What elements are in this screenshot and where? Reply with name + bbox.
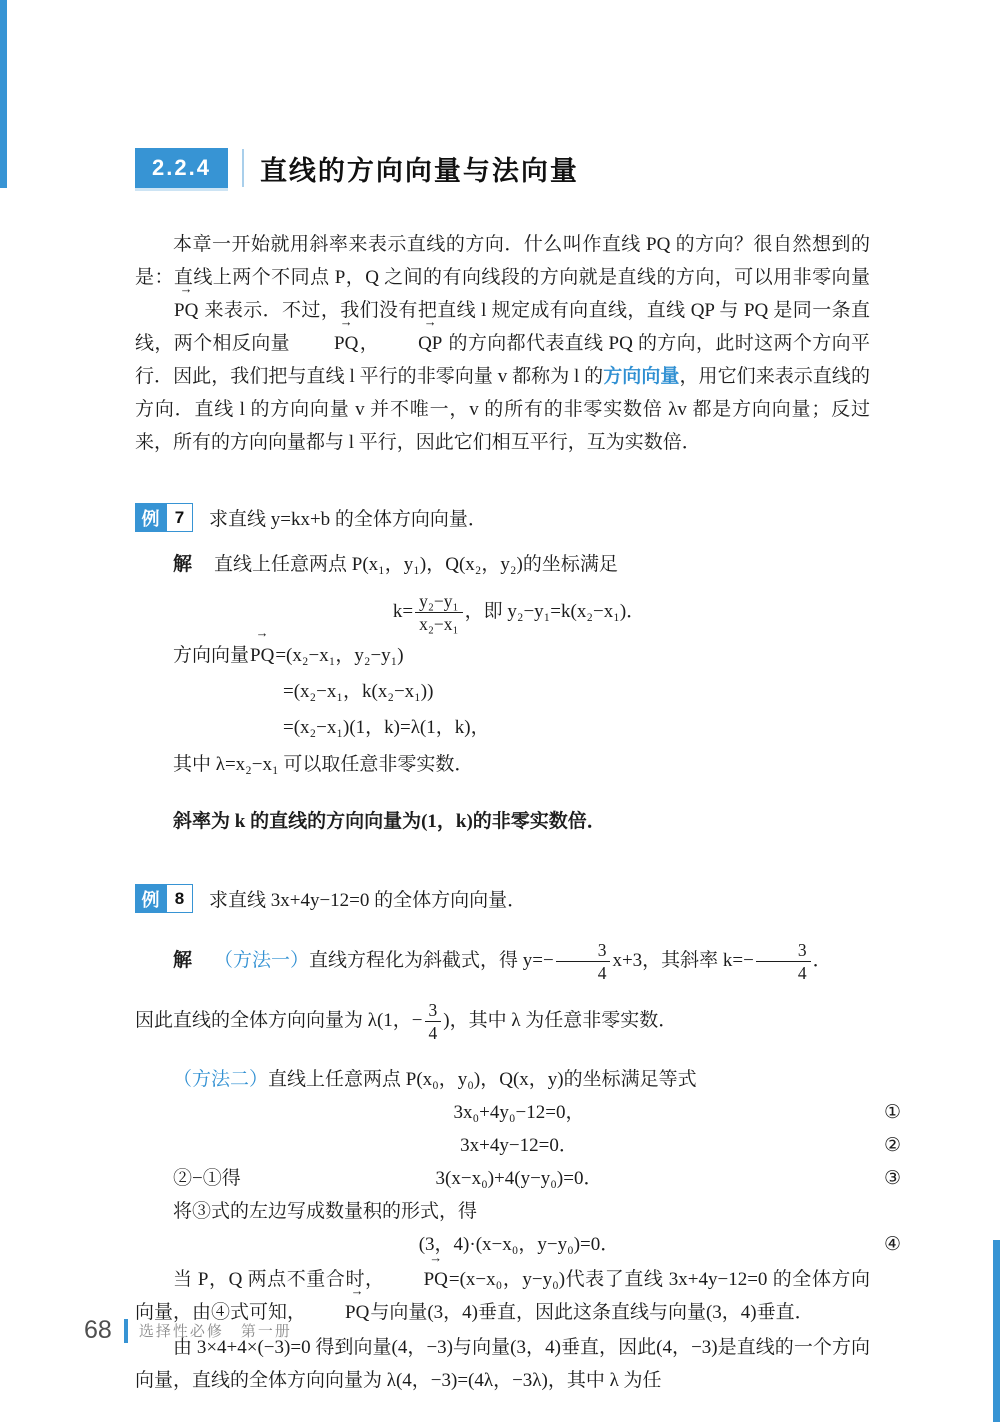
fraction (415, 591, 463, 634)
method-1-label: （方法一） (214, 950, 310, 972)
example-7-note: 其中 λ=x₂−x₁ 可以取任意非零实数． (173, 754, 474, 776)
example-7-header (135, 503, 903, 532)
method-1-text: x+3，其斜率 k=− (612, 950, 754, 972)
dot-product-step-text: 将③式的左边写成数量积的形式，得 (173, 1201, 478, 1223)
equation-slope (135, 591, 903, 634)
method-1-text: 直线方程化为斜截式，得 y=− (309, 950, 554, 972)
method-1-text: )，其中 λ 为任意非零实数． (443, 1010, 678, 1032)
method-1-text: 因此直线的全体方向向量为 λ(1，− (135, 1010, 423, 1032)
eq-rhs: ，即 y₂−y₁=k(x₂−x₁)． (464, 600, 646, 622)
vector-pq: → PQ (135, 294, 199, 327)
equation-3: 3(x−x₀)+4(y−y₀)=0． (435, 1168, 603, 1190)
page-number: 68 (84, 1316, 112, 1344)
fraction-numerator: 3 (428, 1000, 438, 1021)
method-1-line-1 (135, 935, 870, 987)
fraction (756, 940, 811, 983)
method-2-text: 直线上任意两点 P(x₀，y₀)，Q(x，y)的坐标满足等式 (268, 1069, 697, 1091)
equation-3-number: ③ (883, 1168, 901, 1190)
example-label: 例 (135, 884, 166, 913)
page-content (135, 0, 903, 1397)
equation-3-row (135, 1162, 903, 1195)
intro-text: ， (359, 333, 380, 354)
equation-2: 3x+4y−12=0． (460, 1135, 578, 1157)
equation-1-number: ① (883, 1102, 901, 1124)
fraction-numerator: 3 (797, 940, 807, 961)
method-2-label: （方法二） (173, 1069, 269, 1091)
example-8-statement: 求直线 3x+4y−12=0 的全体方向向量． (209, 890, 527, 912)
equation-2-number: ② (883, 1135, 901, 1157)
paragraph-text: =(x−x₀，y−y₀)代表了直线 3x+4y−12=0 的全体方向向量，由④式可知， (135, 1269, 870, 1324)
example-7-conclusion: 斜率为 k 的直线的方向向量为(1，k)的非零实数倍． (173, 811, 606, 833)
derivation-prefix: 方向向量 (173, 645, 250, 667)
fraction-denominator: 4 (556, 961, 611, 983)
fraction-numerator: y₂−y₁ (419, 591, 459, 611)
solution-label: 解 (173, 950, 193, 972)
fraction (425, 1000, 442, 1043)
fraction-denominator: 4 (756, 961, 811, 983)
example-number: 7 (166, 503, 193, 532)
example-badge (135, 884, 193, 913)
equation-2-row (135, 1129, 903, 1162)
fraction (556, 940, 611, 983)
paragraph-text: 当 P，Q 两点不重合时， (173, 1269, 385, 1291)
equation-4-row (135, 1228, 903, 1261)
derivation-text: =(x₂−x₁，y₂−y₁) (275, 645, 404, 667)
derivation-line-2: =(x₂−x₁，k(x₂−x₁)) (283, 681, 434, 703)
derivation-line-3: =(x₂−x₁)(1，k)=λ(1，k)， (283, 717, 490, 739)
intro-text: 来表示．不过，我们没有把直线 l 规定成有向直线，直线 QP 与 PQ 是同一条直线，两个相反向量 (135, 300, 870, 354)
vector-qp: → QP (379, 327, 443, 360)
derivation-line-1 (173, 638, 903, 674)
method-1-text: ． (812, 950, 832, 972)
section-number-badge: 2.2.4 (135, 148, 228, 188)
vector-pq: → PQ (306, 1296, 370, 1329)
intro-text: 本章一开始就用斜率来表示直线的方向．什么叫作直线 PQ 的方向？很自然想到的是：直线上两个不同点 P，Q 之间的有向线段的方向就是直线的方向，可以用非零向量 (135, 234, 870, 288)
vector-pq: → PQ (295, 327, 359, 360)
example-8-header (135, 884, 903, 913)
equation-4: (3，4)·(x−x₀，y−y₀)=0． (418, 1234, 620, 1256)
method-2-paragraph-2: 由 3×4+4×(−3)=0 得到向量(4，−3)与向量(3，4)垂直，因此(4，−3)是直线的一个方向向量，直线的全体方向向量为 λ(4，−3)=(4λ，−3λ)，其中 λ 为任 (135, 1337, 870, 1392)
eq-lhs: k= (392, 600, 414, 622)
equation-1-row (135, 1096, 903, 1129)
solution-label: 解 (173, 554, 193, 575)
page-footer (84, 1316, 292, 1345)
example-7-statement: 求直线 y=kx+b 的全体方向向量． (209, 509, 487, 530)
vector-pq: → PQ (385, 1263, 449, 1296)
book-title: 选择性必修 第一册 (138, 1323, 292, 1340)
example-number: 8 (166, 884, 193, 913)
equation-1: 3x₀+4y₀−12=0， (453, 1102, 585, 1124)
fraction-denominator: x₂−x₁ (415, 612, 463, 634)
fraction-denominator: 4 (425, 1021, 442, 1043)
derivation-block (135, 638, 903, 746)
example-label: 例 (135, 503, 166, 532)
example-badge (135, 503, 193, 532)
example-7-solution-intro (135, 548, 870, 581)
intro-paragraph (135, 228, 870, 459)
intro-text: 的方向都代表直线 PQ 的方向，此时这两个方向平行．因此，我们把与直线 l 平行的非零向量 v 都称为 l 的 (135, 333, 870, 387)
page-edge-marker-bottom (993, 1240, 1000, 1422)
equation-4-number: ④ (883, 1234, 901, 1256)
header-divider (242, 149, 244, 187)
paragraph-text: 与向量(3，4)垂直，因此这条直线与向量(3，4)垂直． (370, 1302, 814, 1324)
footer-divider-bar (124, 1319, 128, 1343)
fraction-numerator: 3 (597, 940, 607, 961)
section-header (135, 148, 903, 188)
page-edge-marker-top (0, 0, 7, 188)
section-title: 直线的方向向量与法向量 (259, 155, 579, 186)
method-2-intro (135, 1063, 870, 1096)
solution-intro-text: 直线上任意两点 P(x₁，y₁)，Q(x₂，y₂)的坐标满足 (214, 554, 618, 575)
intro-text: ，用它们来表示直线的方向．直线 l 的方向向量 v 并不唯一，v 的所有的非零实数倍 λv 都是方向向量；反过来，所有的方向向量都与 l 平行，因此它们相互平行，互为实数倍． (135, 366, 870, 453)
term-direction-vector: 方向向量 (603, 366, 680, 387)
vector-pq: → PQ (249, 638, 275, 674)
method-1-line-2 (135, 995, 870, 1047)
subtraction-step-label: ②−①得 (173, 1168, 241, 1190)
